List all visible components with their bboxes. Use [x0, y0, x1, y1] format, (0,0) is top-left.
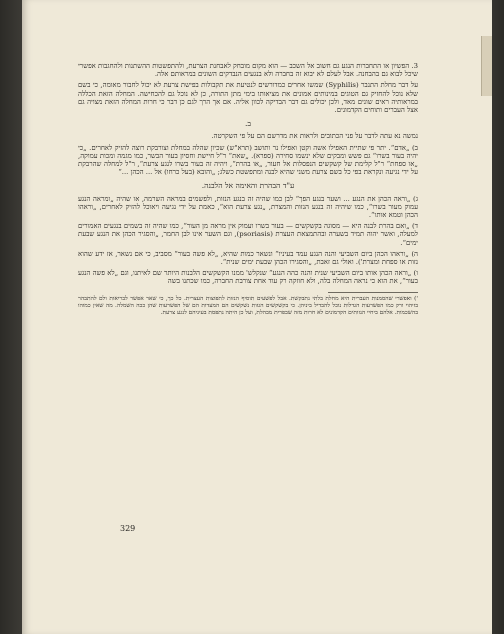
paragraph: נמשה נא עתה לדבר על פני הכתובים ולראות את מדרשם הם על פי השקרטה. [211, 132, 418, 141]
paragraph: ב) „אדם“. יתר פי שתיית האפילו אשה וקטן ואפילו נר ותושב (תרא"ש) שכיון שהלה במחלת וצורבקת רוצה להזיק לאחרים. „כי יהיה בעור בשרו“ גם פשש ומבקים שלא ינשמו סחירה (ספרא). „שאת“ ר"ל חיישת וחסיון בעור הבשר, כמו מגמה ומכות עמוקה, „או ספחת“ ר"ל קלימת של קשקשים הנפסלות אל חעור, „או בהרת“, ויהיה זה בעור בשרו לנגע צרעת“, ר"ל למחלה שהרבקת על ידי נגיעה ונקראת בפי כל בשם צרעת משני שהיא לבנה ומתפשטת כשלג; „והובא (בעל כרחו) אל ... הכהן ...“ [78, 143, 418, 177]
paragraph: 3. הפשיון או התחברות הנגע גם חשוב אל השכב — הוא מקום מובחק לאבחנת הצרעת, ולהתפשטות ההשתנות ולהחגבות אפשרי שיכל לבוא גם בהבחנה. אבל לעלם לא יבוא זה בחברה ולא בנגעים הנבדקים השונים במראותם אלה. [78, 62, 418, 79]
paragraph: ה) „וראהו הכהן ביום השביעי והנה הנגע עמד בעיניו“ ונשאר כמות שהיא, „לא פשה בעור“ מסביב, כי אם נשאר, אז ידע שהוא נזות או ספחת ומצרת'). ואולי גם זאבת, „והסגירו הכהן שבעת ימים שנית“. [78, 249, 418, 267]
section-mark: ב. [244, 119, 252, 129]
subheading: ע"ד הבהרת והאימה אל הלבנה. [201, 181, 295, 191]
paragraph: ג) „וראה הכהן את הנגע ... ושער בנגע הפך“ לבן כמו שהיה זה בנגע הנזות, ולפשמים במראה השרמה, או שהיה „ומראה הנגע עמוק מעור בשרו“, כמו שיהיה זה בנגע הנזות והמצרת, „נגע צרעת הוא“, כאמת על ידי נגיעה ויאוכל להזיק לאחרים, „וראהו הכהן וטמא אותו“. [78, 194, 418, 220]
page-clip [481, 36, 492, 96]
page-text [78, 62, 418, 522]
paragraph: על דבר מחלת התנבר (Syphilis) שמשו אחרים כמדורשים לנטיעת את תקבולות בפישת צרעת לא יכול לחבור מאומה, כי בשם שלא נוכל להחזיק גם הטוגים במינותים אמונים את מציאותו בימי מתן התורה, כן לא נוכל גם להכחישה. המחלה הזאת הכללה במראותיה ראים שונים מאד, ולכן יכולים גם דבר הבדיקה לכוון אליה. אם אך הרך לגם כן דבר כי חרות המחלה הזאת מצויה גם אצל העברים ותוחים הקדמונים. [78, 81, 418, 115]
page-number: 329 [120, 524, 136, 533]
footnote: ') ואפשרי שהסמנות העברית היא מחלת בלתי נתבקשת. אבל לפשעים תוסיף הנזות לתפוצות העצרית. כל כך, כי שאר אפשר לבריאות ולם להתבהר בזיהוי ורק כמו הפשרעות הגדלות נוכל להבדיל ביניהן. כי בקשקשים הגזות נשקשים הם המעדות הם של הפשרעות שהן ככה השמלה. מה שאין כמוהו בהשכמות. אלהם ביחיי הנזותים הקדמונים לא חרות מזה שבפרית מבהלת, ועל כן היתה נתפסת בעיניהם לנגע צרעת. [78, 295, 418, 317]
footnote-divider [328, 292, 418, 293]
paragraph: ו) „וראה הכהן אותו ביום השביעי שנית והנה כהה הנגע“ שנקלש' ממנו הקשקשים הלבנות היותר שם לאיתנו, וגם „לא פשה הנגע בעור“, את הוא כי נראה המחלה בלה, ולא חוזקה רק עוד אחת צורבת החברה, כמו שכתנו בשה [78, 269, 418, 286]
paragraph: ד) „ואם בהרת לבנה היא — מסוגה בקשקשים — בעור בשרו ועמוק אין מראה מן העור“, כמו שהיה זה בשמים בנגעים האמורים למעלה, ואשר יהוה תמיד בשערה ובהתמצאת העצרת (psoriasis), וגם השער אינו לבן החמר, „והסגיר הכהן את הנגע שבעת ימים“. [78, 222, 418, 247]
